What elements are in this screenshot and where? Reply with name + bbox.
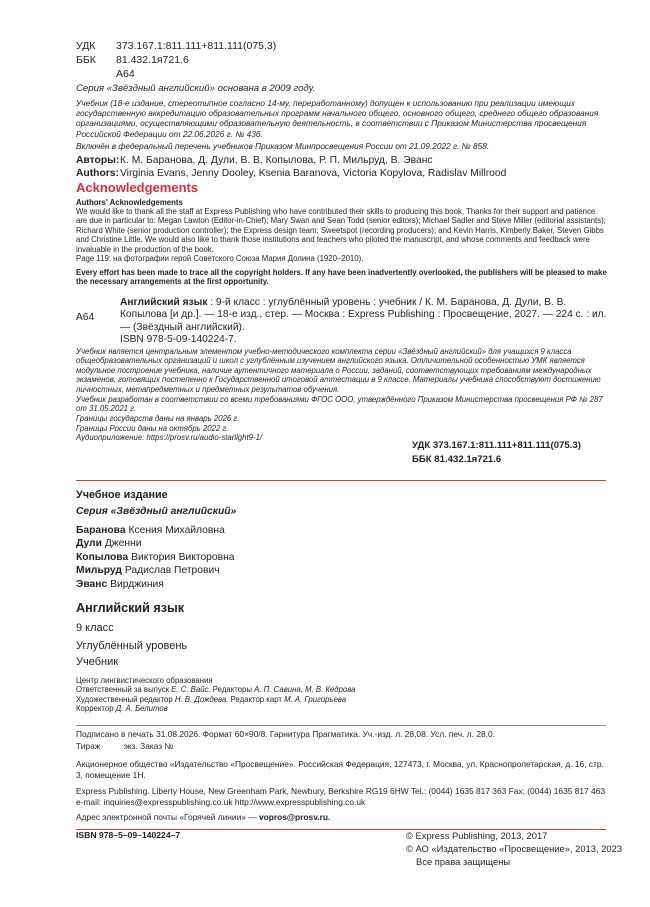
hotline — [76, 812, 330, 822]
hotline-email: vopros@prosv.ru. — [258, 812, 331, 822]
edition-kind: Учебник — [76, 656, 119, 668]
acknowledgements-heading: Acknowledgements — [76, 180, 199, 195]
acknowledgements-subheading: Authors' Acknowledgements — [76, 198, 183, 207]
staff-person: А. П. Савина, М. В. Кедрова — [254, 685, 356, 695]
person-first-name: Радислав Петрович — [124, 565, 220, 577]
udk-value: 373.167.1:811.111+811.111(075.3) — [116, 40, 277, 52]
staff-role: Художественный редактор — [76, 694, 175, 704]
author-mark: А64 — [116, 68, 135, 80]
footer-copyright-2: © АО «Издательство «Просвещение», 2013, 2023 — [406, 843, 623, 854]
person-row — [76, 524, 234, 537]
approval-text: Учебник (18-е издание, стереотипное согласно 14-му, переработанному) допущен к использованию при реализации имеющих государственную аккредитацию образовательных программ начального общего, основного общего, среднего общего образования организациями, осуществляющими образовательную деятельность, в соответствии с Приказом Министерства просвещения Российской Федерации от 22.06.2026 г. № 436. — [76, 98, 599, 139]
biblio-record — [120, 297, 608, 347]
publisher-ru: Акционерное общество «Издательство «Просвещение». Российская Федерация, 127473, г. Москва, ул. Краснопролетарская, д. 16, стр. 3, помещение 1Н. — [76, 759, 604, 780]
biblio-mark: А64 — [76, 312, 95, 323]
staff-role: Ответственный за выпуск — [76, 685, 172, 695]
borders-note-1: Границы государств даны на январь 2026 г. — [76, 414, 240, 423]
imprint-run: Тираж экз. Заказ № — [76, 741, 174, 751]
authors-en-names: Virginia Evans, Jenny Dooley, Ksenia Baranova, Victoria Kopylova, Radislav Millrood — [120, 168, 507, 179]
divider-middle — [76, 725, 606, 726]
biblio-description: : 9-й класс : углублённый уровень : учебник / К. М. Баранова, Д. Дули, В. В. Копылова [и др.]. — 18-е изд., стер. — Москва : Express Publishing : Просвещение, 2027. — 224 с. : ил. — (Звёздный английский). — [120, 297, 607, 333]
staff-person: Е. С. Вайс. — [171, 685, 211, 695]
audio-note: Аудиоприложение: https://prosv.ru/audio-starlight9-1/ — [76, 433, 263, 442]
footer-rights: Все права защищены — [416, 856, 511, 867]
person-last-name: Копылова — [76, 551, 129, 563]
bottom-udk: УДК 373.167.1:811.111+811.111(075.3) — [412, 440, 581, 451]
authors-ru-label: Авторы: — [76, 155, 120, 166]
person-last-name: Дули — [76, 538, 102, 550]
photo-note: Page 119: на фотографии герой Советского Союза Мария Долина (1920–2010). — [76, 254, 364, 263]
person-first-name: Вирджиния — [110, 578, 164, 590]
biblio-title: Английский язык — [120, 297, 208, 308]
staff-block — [76, 676, 608, 714]
copyright-note: Every effort has been made to trace all the copyright holders. If any have been inadvertently overlooked, the publishers will be pleased to make the necessary arrangements at the first opportunity. — [76, 268, 607, 287]
edition-series: Серия «Звёздный английский» — [76, 506, 237, 517]
staff-center: Центр лингвистического образования — [76, 676, 213, 685]
edition-type: Учебное издание — [76, 489, 168, 501]
authors-en-label: Authors: — [76, 168, 119, 179]
staff-line-1 — [76, 685, 608, 694]
divider-top — [76, 480, 606, 481]
edition-title: Английский язык — [76, 601, 185, 615]
bottom-bbk: ББК 81.432.1я721.6 — [412, 454, 502, 465]
person-last-name: Эванс — [76, 578, 108, 590]
series-founded: Серия «Звёздный английский» основана в 2009 году. — [76, 83, 316, 94]
biblio-isbn: ISBN 978-5-09-140224-7. — [120, 334, 237, 346]
publisher-en: Express Publishing. Liberty House, New Greenham Park, Newbury, Berkshire RG19 6HW Tel.: (0044) 1635 817 363 Fax: (0044) 1635 817 463 e-mail: inquiries@expresspublishing.co.uk http://www.expresspublishing.co.uk — [76, 786, 605, 807]
authors-ru — [76, 154, 433, 167]
people-list — [76, 524, 234, 591]
person-last-name: Мильруд — [76, 565, 122, 577]
staff-role: Редакторы — [210, 685, 255, 695]
hotline-label: Адрес электронной почты «Горячей линии» — — [76, 812, 259, 822]
staff-role: Корректор — [76, 704, 116, 714]
federal-list: Включён в федеральный перечень учебников Приказом Минпросвещения России от 21.09.2022 г. № 858. — [76, 141, 490, 151]
bbk-label: ББК — [76, 54, 96, 66]
person-first-name: Виктория Викторовна — [131, 551, 235, 563]
edition-level: Углублённый уровень — [76, 640, 188, 652]
staff-person: Н. В. Дождева. — [174, 694, 229, 704]
udk-label: УДК — [76, 40, 96, 52]
borders-note-2: Границы России даны на октябрь 2022 г. — [76, 424, 229, 433]
fgos-note: Учебник разработан в соответствии со всеми требованиями ФГОС ООО, утверждённого Приказом Министерства просвещения РФ № 287 от 31.05.2021 г. — [76, 395, 603, 414]
staff-role: Редактор карт — [228, 694, 285, 704]
acknowledgements-body: We would like to thank all the staff at Express Publishing who have contributed their skills to producing this book. Thanks for their support and patience are due in particular to: Megan Lawton (Editor-in-Chief); Mary Swan and Sean Todd (senior editors); Michael Sadler and Steve Miller (editorial assistants); Richard White (senior production controller); the Express design team; Sweetspot (recording producers); and Kevin Harris, Kimberly Baker, Steven Gibbs and Christine Little. We would also like to thank those institutions and teachers who piloted the manuscript, and whose comments and feedback were invaluable in the production of the book. — [76, 207, 606, 254]
authors-ru-names: К. М. Баранова, Д. Дули, В. В. Копылова, Р. П. Мильруд, В. Эванс — [120, 155, 433, 166]
person-row — [76, 564, 234, 577]
staff-line-2 — [76, 695, 608, 704]
footer-isbn: ISBN 978–5–09–140224–7 — [76, 830, 181, 840]
classification-block — [76, 40, 376, 84]
footer-copyright-1: © Express Publishing, 2013, 2017 — [406, 830, 548, 841]
imprint-signed: Подписано в печать 31.08.2026. Формат 60×90/8. Гарнитура Прагматика. Уч.-изд. л. 28,08. Усл. печ. л. 28,0. — [76, 729, 495, 739]
staff-line-3 — [76, 704, 608, 713]
annotation: Учебник является центральным элементом учебно-методического комплекта серии «Звёздный английский» для учащихся 9 класса общеобразовательных организаций и школ с углублённым изучением английского языка. Отличительной особенностью УМК является модульное построение учебника, наличие аутентичного материала о России, заданий, соответствующих требованиям международных экзаменов, готовящих постепенно к Государственной итоговой аттестации в 9 классе. Материалы учебника способствуют достижению личностных, метапредметных и предметных результатов обучения. — [76, 347, 601, 394]
person-last-name: Баранова — [76, 525, 126, 536]
person-row — [76, 551, 234, 564]
person-row — [76, 537, 234, 550]
person-row — [76, 578, 234, 591]
edition-grade: 9 класс — [76, 622, 114, 634]
person-first-name: Ксения Михайловна — [128, 525, 225, 536]
staff-person: Д. А. Белитов — [115, 704, 168, 714]
authors-en — [76, 167, 506, 180]
staff-person: М. А. Григорьева — [284, 694, 347, 704]
person-first-name: Дженни — [104, 538, 142, 550]
bbk-value: 81.432.1я721.6 — [116, 54, 189, 66]
